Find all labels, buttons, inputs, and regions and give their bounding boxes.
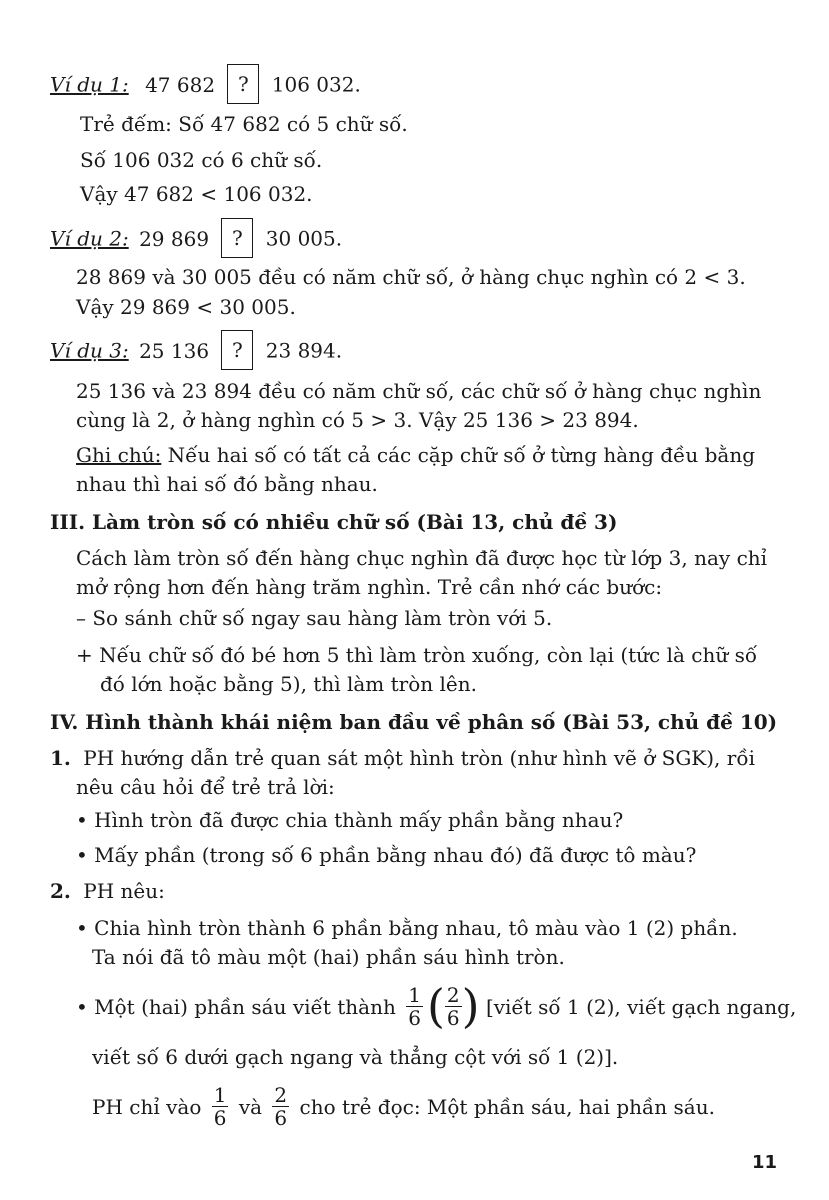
text-line: Vậy 47 682 < 106 032. (80, 182, 313, 206)
fraction-numerator: 2 (274, 1083, 288, 1107)
text-line: cùng là 2, ở hàng nghìn có 5 > 3. Vậy 25 136 > 23 894. (76, 408, 639, 432)
fraction-denominator: 6 (408, 1006, 421, 1030)
item-text: PH hướng dẫn trẻ quan sát một hình tròn (như hình vẽ ở SGK), rồi (83, 746, 755, 770)
bullet-text: • Một (hai) phần sáu viết thành (76, 995, 396, 1019)
example-1-number-a: 47 682 (145, 72, 216, 97)
text-segment: và (238, 1095, 263, 1119)
left-paren: ( (426, 978, 445, 1033)
text-line: 28 869 và 30 005 đều có năm chữ số, ở hàng chục nghìn có 2 < 3. (76, 265, 746, 289)
example-2-label: Ví dụ 2: (50, 226, 129, 251)
text-line: viết số 6 dưới gạch ngang và thẳng cột với số 1 (2)]. (92, 1045, 619, 1069)
bullet-item: • Hình tròn đã được chia thành mấy phần bằng nhau? (76, 808, 624, 832)
item-text: PH nêu: (83, 879, 165, 903)
item-number: 2. (50, 879, 71, 903)
example-3-number-b: 23 894. (265, 338, 343, 363)
example-2-line (50, 220, 342, 260)
compare-box: ? (227, 64, 259, 104)
fraction-one-sixth (406, 984, 423, 1029)
example-3-number-a: 25 136 (139, 338, 210, 363)
fraction-numerator: 2 (446, 983, 460, 1007)
bullet-item: • Chia hình tròn thành 6 phần bằng nhau, tô màu vào 1 (2) phần. (76, 916, 738, 940)
final-line (92, 1083, 715, 1136)
text-line: Cách làm tròn số đến hàng chục nghìn đã được học từ lớp 3, nay chỉ (76, 546, 768, 570)
text-line: – So sánh chữ số ngay sau hàng làm tròn với 5. (76, 606, 553, 630)
note-label: Ghi chú: (76, 443, 162, 467)
text-line: nhau thì hai số đó bằng nhau. (76, 472, 378, 496)
text-line: nêu câu hỏi để trẻ trả lời: (76, 775, 335, 799)
compare-box: ? (221, 330, 253, 370)
item-1-line (50, 744, 755, 772)
right-paren: ) (461, 978, 480, 1033)
fraction-numerator: 1 (213, 1083, 227, 1107)
text-segment: PH chỉ vào (92, 1095, 202, 1119)
example-1-label: Ví dụ 1: (50, 72, 129, 97)
text-line: 25 136 và 23 894 đều có năm chữ số, các chữ số ở hàng chục nghìn (76, 379, 762, 403)
text-line: Trẻ đếm: Số 47 682 có 5 chữ số. (80, 112, 408, 136)
page-number: 11 (752, 1152, 778, 1173)
item-2-line (50, 877, 165, 905)
section-4-heading: IV. Hình thành khái niệm ban đầu về phân số (Bài 53, chủ đề 10) (50, 710, 778, 734)
fraction-two-sixths (272, 1084, 289, 1129)
fraction-denominator: 6 (213, 1106, 227, 1130)
fraction-denominator: 6 (274, 1106, 288, 1130)
example-1-number-b: 106 032. (271, 72, 361, 97)
note-line (76, 441, 755, 469)
example-2-number-b: 30 005. (265, 226, 343, 251)
item-number: 1. (50, 746, 71, 770)
example-1-line (50, 66, 361, 106)
text-line: mở rộng hơn đến hàng trăm nghìn. Trẻ cần nhớ các bước: (76, 575, 663, 599)
fraction-denominator: 6 (446, 1006, 460, 1030)
example-2-number-a: 29 869 (139, 226, 210, 251)
example-3-line (50, 332, 342, 372)
text-line: đó lớn hoặc bằng 5), thì làm tròn lên. (100, 672, 477, 696)
text-line: Vậy 29 869 < 30 005. (76, 295, 296, 319)
text-segment: cho trẻ đọc: Một phần sáu, hai phần sáu. (299, 1095, 715, 1119)
fraction-bullet (76, 978, 797, 1036)
fraction-two-sixths (445, 984, 462, 1029)
bullet-item: • Mấy phần (trong số 6 phần bằng nhau đó) đã được tô màu? (76, 843, 697, 867)
bullet-text: [viết số 1 (2), viết gạch ngang, (485, 995, 797, 1019)
compare-box: ? (221, 218, 253, 258)
example-3-label: Ví dụ 3: (50, 338, 129, 363)
section-3-heading: III. Làm tròn số có nhiều chữ số (Bài 13, chủ đề 3) (50, 510, 618, 534)
note-text: Nếu hai số có tất cả các cặp chữ số ở từng hàng đều bằng (161, 443, 756, 467)
text-line: + Nếu chữ số đó bé hơn 5 thì làm tròn xuống, còn lại (tức là chữ số (76, 643, 758, 667)
text-line: Số 106 032 có 6 chữ số. (80, 148, 323, 172)
fraction-numerator: 1 (408, 983, 421, 1007)
text-line: Ta nói đã tô màu một (hai) phần sáu hình tròn. (92, 945, 565, 969)
fraction-one-sixth (212, 1084, 229, 1129)
